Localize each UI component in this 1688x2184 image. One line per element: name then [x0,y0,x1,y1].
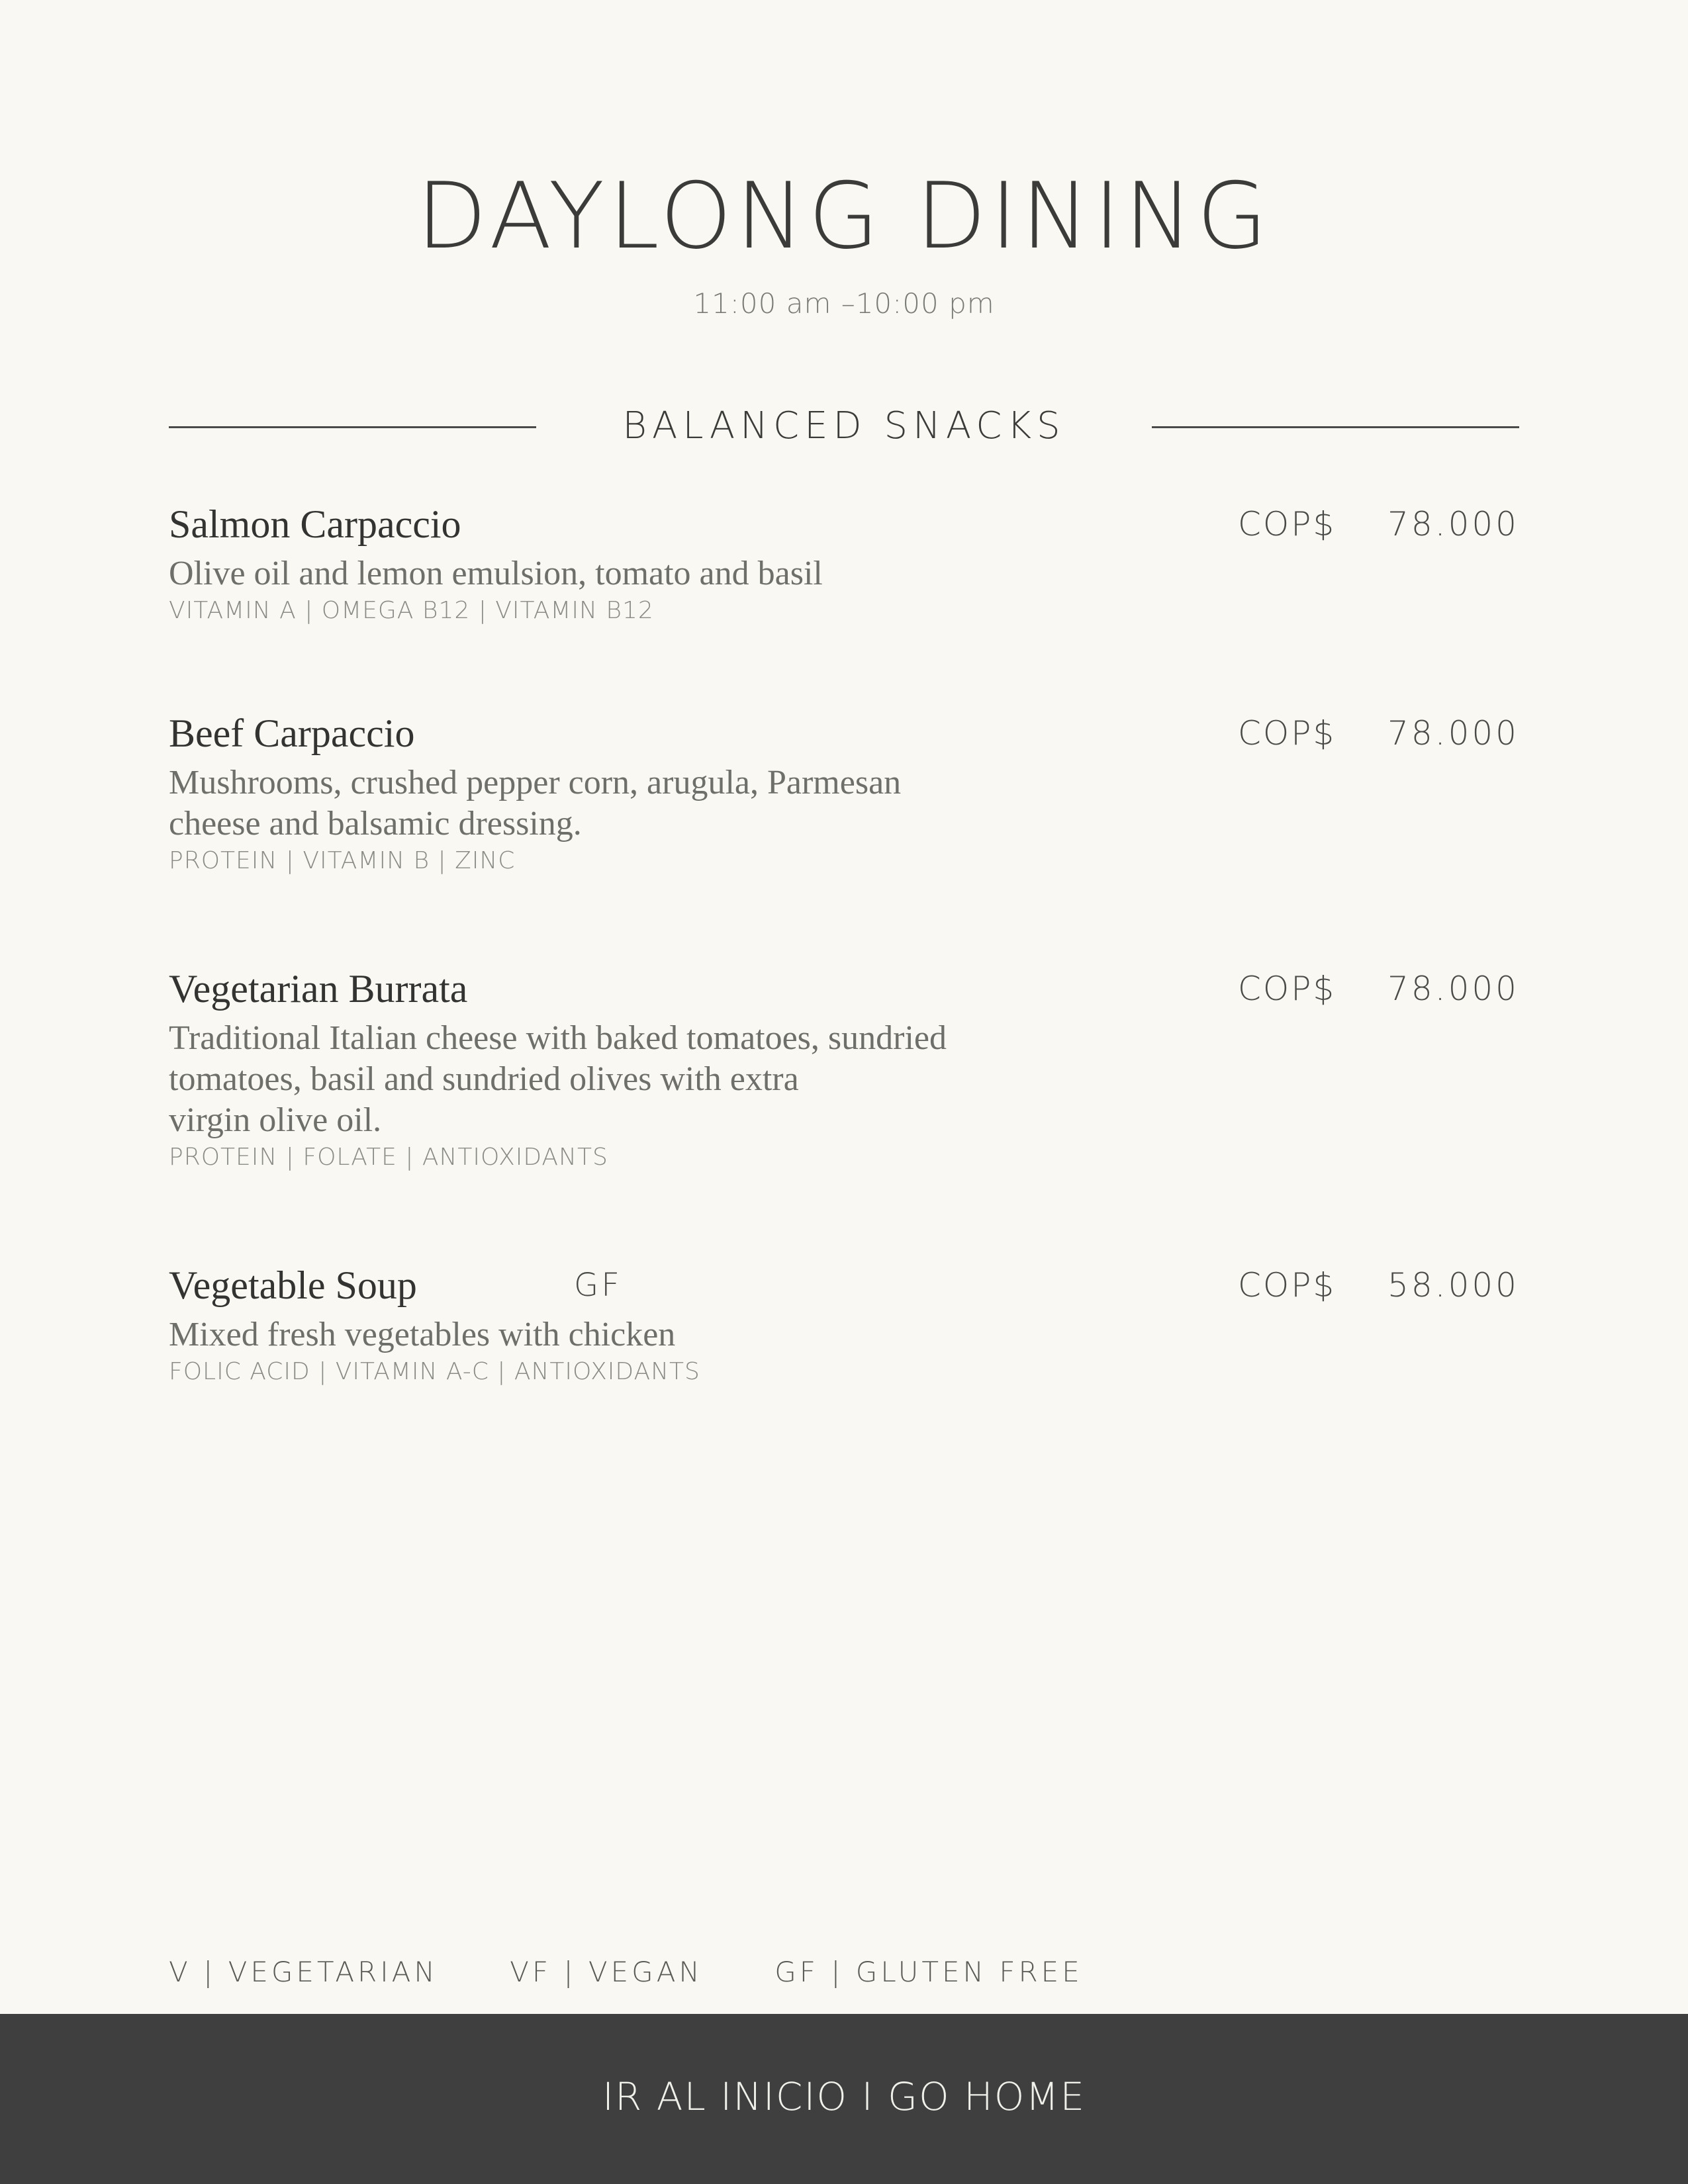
item-description [169,1018,1096,1141]
go-home-button[interactable]: IR AL INICIO I GO HOME [602,2074,1086,2119]
item-name: Beef Carpaccio [169,711,415,755]
item-nutrients: PROTEIN | FOLATE | ANTIOXIDANTS [169,1144,608,1171]
item-name: Vegetarian Burrata [169,967,468,1011]
item-currency: COP$ [1238,714,1336,752]
item-price: 78.000 [1387,505,1519,543]
item-description-line: Olive oil and lemon emulsion, tomato and basil [169,555,823,592]
gluten-free-tag: GF [574,1267,622,1304]
menu-item [169,708,1519,876]
item-currency: COP$ [1238,970,1336,1008]
legend-gluten-free: GF | GLUTEN FREE [774,1956,1083,1988]
section-header [169,400,1519,453]
item-price: 58.000 [1387,1266,1519,1304]
footer-bar [0,2014,1688,2184]
item-description-line: cheese and balsamic dressing. [169,805,582,842]
item-nutrients: PROTEIN | VITAMIN B | ZINC [169,847,516,874]
menu-item [169,1260,1519,1387]
item-description [169,553,1096,594]
item-description-line: virgin olive oil. [169,1101,382,1139]
legend-vegan: VF | VEGAN [510,1956,703,1988]
item-currency: COP$ [1238,505,1336,543]
item-nutrients: FOLIC ACID | VITAMIN A-C | ANTIOXIDANTS [169,1358,700,1385]
menu-item [169,964,1519,1173]
page-title: DAYLONG DINING [416,163,1272,269]
menu-item [169,499,1519,626]
item-name: Salmon Carpaccio [169,502,461,546]
item-name: Vegetable Soup [169,1263,417,1307]
section-divider-right [1152,426,1519,428]
item-description-line: Mixed fresh vegetables with chicken [169,1316,676,1353]
service-hours: 11:00 am –10:00 pm [693,287,995,320]
item-description [169,1314,1096,1355]
item-price: 78.000 [1387,714,1519,752]
item-description-line: Mushrooms, crushed pepper corn, arugula, Parmesan [169,764,902,801]
item-price: 78.000 [1387,970,1519,1008]
legend-vegetarian: V | VEGETARIAN [169,1956,438,1988]
dietary-legend [169,1952,1143,1992]
item-description-line: tomatoes, basil and sundried olives with extra [169,1060,799,1098]
section-title: BALANCED SNACKS [622,404,1066,447]
item-currency: COP$ [1238,1266,1336,1304]
item-nutrients: VITAMIN A | OMEGA B12 | VITAMIN B12 [169,597,654,624]
item-description-line: Traditional Italian cheese with baked tomatoes, sundried [169,1019,947,1057]
item-description [169,762,1096,844]
